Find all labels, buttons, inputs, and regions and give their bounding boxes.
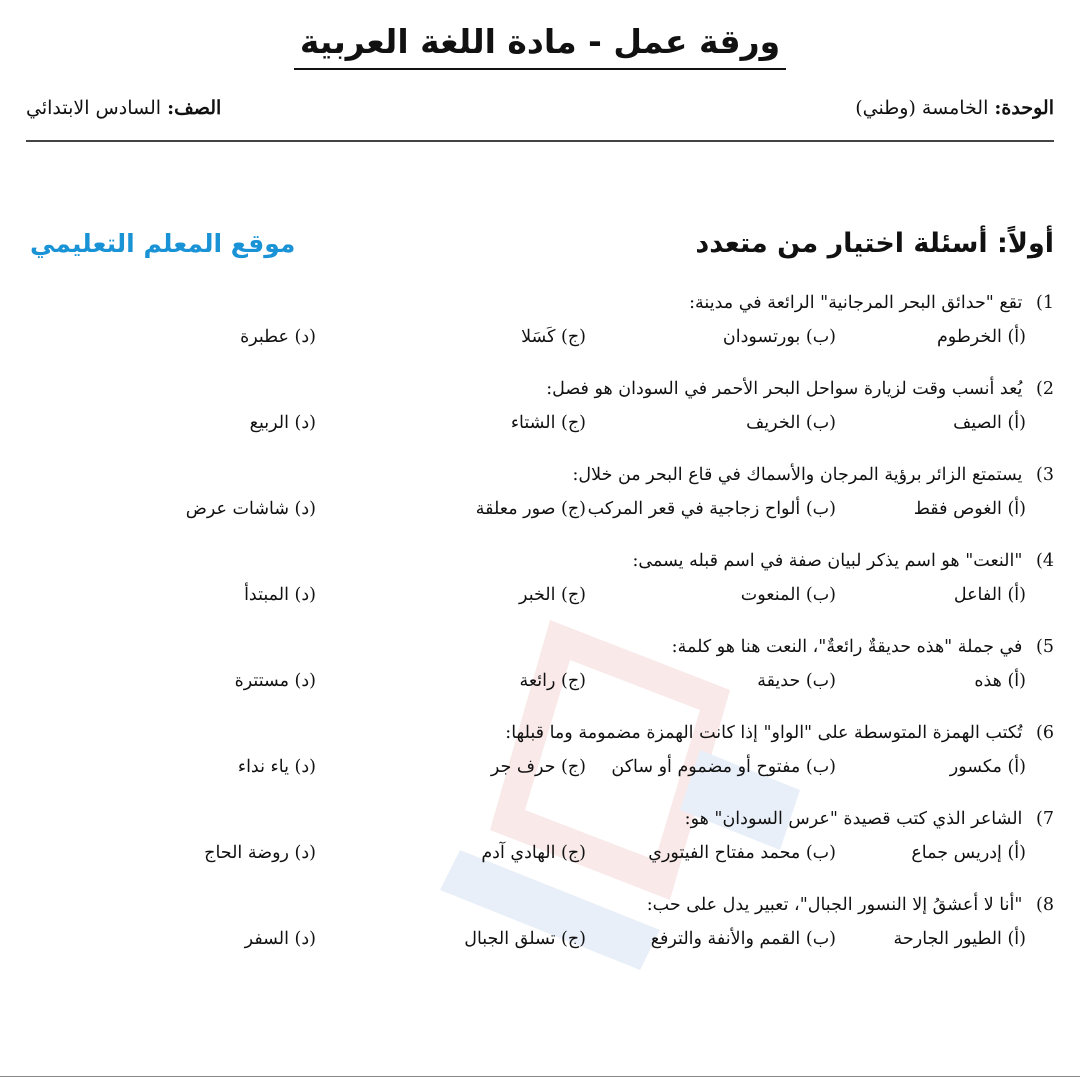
unit-label: الوحدة: [994, 97, 1054, 119]
option-c: (ج) حرف جر [490, 757, 586, 777]
meta-row [26, 88, 1054, 128]
question-options [26, 492, 1054, 526]
question-item [26, 802, 1054, 888]
option-d: (د) عطبرة [240, 327, 316, 347]
question-number: 8) [1036, 895, 1054, 915]
option-d: (د) السفر [244, 929, 316, 949]
question-text: الشاعر الذي كتب قصيدة "عرس السودان" هو: [684, 809, 1023, 829]
option-a: (أ) مكسور [949, 757, 1026, 777]
question-text: تقع "حدائق البحر المرجانية" الرائعة في مدينة: [689, 293, 1023, 313]
option-d: (د) مستترة [234, 671, 316, 691]
option-b: (ب) محمد مفتاح الفيتوري [648, 843, 836, 863]
option-a: (أ) الصيف [953, 413, 1026, 433]
unit-value: الخامسة (وطني) [855, 97, 989, 119]
question-text: يستمتع الزائر برؤية المرجان والأسماك في قاع البحر من خلال: [572, 465, 1023, 485]
option-c: (ج) رائعة [519, 671, 586, 691]
section-title: أولاً: أسئلة اختيار من متعدد [695, 227, 1054, 259]
option-a: (أ) الفاعل [953, 585, 1026, 605]
question-text: تُكتب الهمزة المتوسطة على "الواو" إذا كانت الهمزة مضمومة وما قبلها: [505, 723, 1023, 743]
option-c: (ج) الهادي آدم [481, 843, 586, 863]
option-b: (ب) ألواح زجاجية في قعر المركب [587, 499, 836, 519]
question-stem [26, 802, 1054, 836]
question-stem [26, 372, 1054, 406]
question-stem [26, 630, 1054, 664]
question-item [26, 888, 1054, 974]
question-number: 2) [1036, 379, 1054, 399]
question-number: 3) [1036, 465, 1054, 485]
question-number: 1) [1036, 293, 1054, 313]
option-d: (د) الربيع [249, 413, 316, 433]
question-stem [26, 716, 1054, 750]
question-stem [26, 458, 1054, 492]
question-text: "أنا لا أعشقُ إلا النسور الجبال"، تعبير يدل على حب: [646, 895, 1023, 915]
option-a: (أ) إدريس جماع [911, 843, 1026, 863]
question-options [26, 922, 1054, 956]
option-d: (د) شاشات عرض [185, 499, 316, 519]
option-b: (ب) المنعوت [740, 585, 836, 605]
option-c: (ج) تسلق الجبال [464, 929, 586, 949]
question-number: 4) [1036, 551, 1054, 571]
question-options [26, 578, 1054, 612]
question-options [26, 320, 1054, 354]
unit-info [855, 97, 1054, 119]
question-text: في جملة "هذه حديقةٌ رائعةٌ"، النعت هنا هو كلمة: [671, 637, 1023, 657]
question-item [26, 286, 1054, 372]
question-stem [26, 286, 1054, 320]
question-options [26, 836, 1054, 870]
option-d: (د) ياء نداء [237, 757, 316, 777]
option-c: (ج) الشتاء [510, 413, 586, 433]
option-d: (د) روضة الحاج [204, 843, 316, 863]
question-options [26, 406, 1054, 440]
section-header [30, 220, 1054, 266]
option-a: (أ) الخرطوم [936, 327, 1026, 347]
option-a: (أ) الطيور الجارحة [893, 929, 1026, 949]
worksheet-title [0, 20, 1080, 70]
question-text: "النعت" هو اسم يذكر لبيان صفة في اسم قبله يسمى: [632, 551, 1023, 571]
site-name: موقع المعلم التعليمي [30, 228, 296, 258]
question-options [26, 664, 1054, 698]
option-c: (ج) كَسَلا [521, 327, 586, 347]
question-options [26, 750, 1054, 784]
question-number: 6) [1036, 723, 1054, 743]
option-b: (ب) حديقة [757, 671, 836, 691]
option-c: (ج) الخبر [519, 585, 586, 605]
worksheet-title-text: ورقة عمل - مادة اللغة العربية [294, 20, 786, 70]
page-bottom-divider [0, 1076, 1080, 1077]
question-number: 7) [1036, 809, 1054, 829]
header-divider [26, 140, 1054, 142]
grade-info [26, 97, 221, 119]
question-list [26, 286, 1054, 974]
option-b: (ب) مفتوح أو مضموم أو ساكن [611, 757, 836, 777]
grade-value: السادس الابتدائي [26, 97, 162, 119]
option-b: (ب) القمم والأنفة والترفع [650, 929, 836, 949]
question-stem [26, 888, 1054, 922]
option-a: (أ) الغوص فقط [913, 499, 1026, 519]
question-item [26, 544, 1054, 630]
option-c: (ج) صور معلقة [475, 499, 586, 519]
grade-label: الصف: [167, 97, 222, 119]
option-d: (د) المبتدأ [244, 585, 316, 605]
question-item [26, 372, 1054, 458]
question-text: يُعد أنسب وقت لزيارة سواحل البحر الأحمر في السودان هو فصل: [546, 379, 1023, 399]
option-a: (أ) هذه [974, 671, 1026, 691]
question-item [26, 458, 1054, 544]
question-number: 5) [1036, 637, 1054, 657]
option-b: (ب) بورتسودان [722, 327, 836, 347]
question-item [26, 716, 1054, 802]
question-stem [26, 544, 1054, 578]
option-b: (ب) الخريف [746, 413, 836, 433]
question-item [26, 630, 1054, 716]
